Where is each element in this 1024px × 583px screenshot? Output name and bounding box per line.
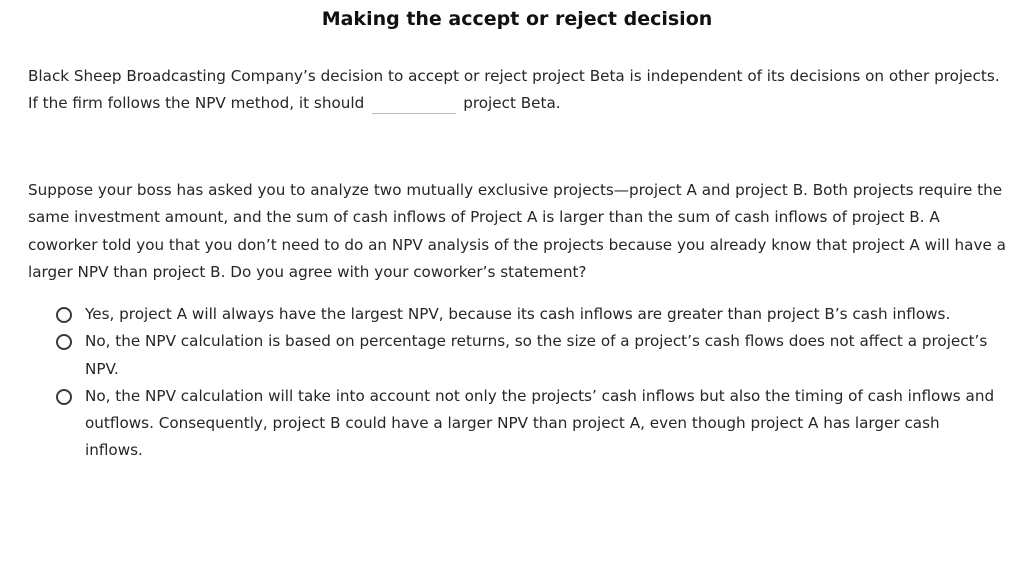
answer-blank-dropdown[interactable] [372, 96, 456, 114]
answer-option-label: No, the NPV calculation will take into account not only the projects’ cash inflows but also the timing of cash inflows and outflows. Consequently, project B could have a larger NPV than project A, even though project A has larger cash inflows. [85, 386, 995, 460]
question-1-text-before: Black Sheep Broadcasting Company’s decision to accept or reject project Beta is independent of its decisions on other projects. If the firm follows the NPV method, it should [28, 67, 1000, 113]
radio-button-icon[interactable] [56, 334, 72, 350]
page-title: Making the accept or reject decision [321, 8, 713, 30]
answer-option-3[interactable] [56, 383, 996, 465]
answer-option-2[interactable] [56, 328, 996, 383]
answer-option-label: Yes, project A will always have the largest NPV, because its cash inflows are greater than project B’s cash inflows. [85, 305, 951, 323]
answer-option-1[interactable] [56, 301, 996, 328]
question-1 [28, 63, 1010, 118]
answer-options [56, 301, 996, 465]
radio-button-icon[interactable] [56, 307, 72, 323]
question-2-prompt: Suppose your boss has asked you to analyze two mutually exclusive projects—project A and project B. Both projects require the same investment amount, and the sum of cash inflows of Project A is larger than the sum of cash inflows of project B. A coworker told you that you don’t need to do an NPV analysis of the projects because you already know that project A will have a larger NPV than project B. Do you agree with your coworker’s statement? [28, 181, 1006, 281]
answer-option-label: No, the NPV calculation is based on percentage returns, so the size of a project’s cash flows does not affect a project’s NPV. [85, 332, 988, 378]
question-1-text-after: project Beta. [463, 94, 561, 113]
radio-button-icon[interactable] [56, 389, 72, 405]
